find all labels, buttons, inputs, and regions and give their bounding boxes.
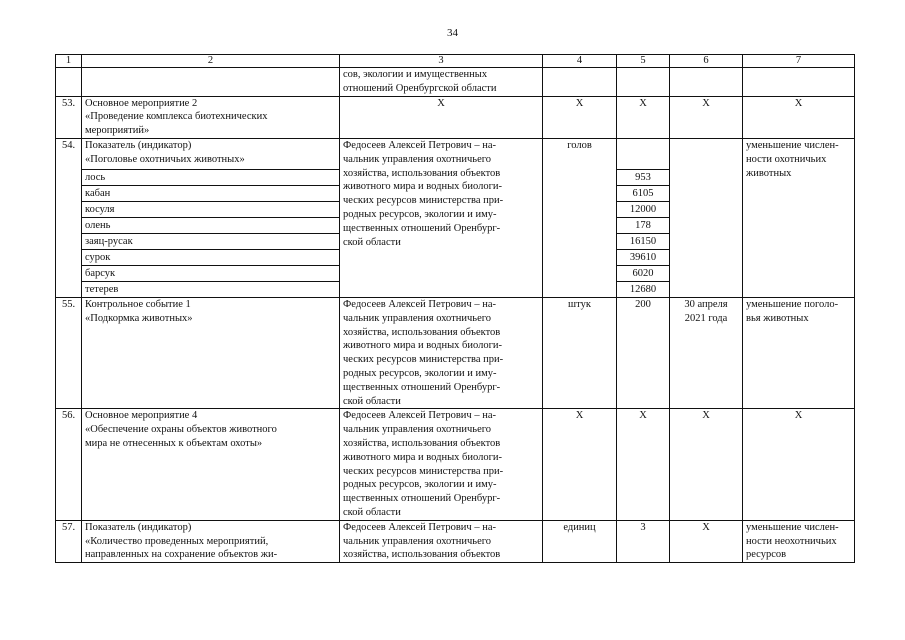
header-cell: 2	[82, 55, 340, 68]
cell-responsible: Федосеев Алексей Петрович – на- чальник управления охотничьего хозяйства, использования объектов животного мира и водных биологи- ческих ресурсов министерства при- родных ресурсов, экологии и иму- щественных отношений Оренбург- ской области	[340, 297, 543, 408]
indicator-value: 16150	[617, 233, 669, 249]
header-cell: 5	[617, 55, 670, 68]
cell-date: Х	[670, 520, 743, 562]
cell-responsible: Х	[340, 96, 543, 138]
table-row-57	[56, 520, 855, 562]
header-cell: 3	[340, 55, 543, 68]
indicator-item: сурок	[82, 249, 339, 265]
cell-date	[670, 138, 743, 297]
cell-value: 200	[617, 297, 670, 408]
header-cell: 4	[543, 55, 617, 68]
cell-result: уменьшение числен- ности неохотничьих ресурсов	[743, 520, 855, 562]
indicator-value: 6020	[617, 265, 669, 281]
cell-value: Х	[617, 409, 670, 520]
table-row-54	[56, 138, 855, 297]
indicator-value: 39610	[617, 249, 669, 265]
cell-name: Показатель (индикатор) «Поголовье охотничьих животных» лось кабан косуля олень заяц-русак сурок барсук тетерев	[82, 138, 340, 297]
cell-name: Основное мероприятие 4 «Обеспечение охраны объектов животного мира не отнесенных к объектам охоты»	[82, 409, 340, 520]
cell-unit: единиц	[543, 520, 617, 562]
cell-date: Х	[670, 409, 743, 520]
header-cell: 6	[670, 55, 743, 68]
indicator-item: кабан	[82, 185, 339, 201]
indicator-value: 178	[617, 217, 669, 233]
cell-name: Показатель (индикатор) «Количество проведенных мероприятий, направленных на сохранение объектов жи-	[82, 520, 340, 562]
table-header-row	[56, 55, 855, 68]
indicator-value: 12680	[617, 281, 669, 297]
table-row-53	[56, 96, 855, 138]
cell-unit: Х	[543, 96, 617, 138]
cell-responsible: Федосеев Алексей Петрович – на- чальник управления охотничьего хозяйства, использования объектов животного мира и водных биологи- ческих ресурсов министерства при- родных ресурсов, экологии и иму- щественных отношений Оренбург- ской области	[340, 409, 543, 520]
cell-result: Х	[743, 409, 855, 520]
indicator-item: лось	[82, 169, 339, 185]
indicator-item: заяц-русак	[82, 233, 339, 249]
row-number: 55.	[56, 297, 82, 408]
header-cell: 7	[743, 55, 855, 68]
indicator-item: барсук	[82, 265, 339, 281]
header-cell: 1	[56, 55, 82, 68]
table-row-continuation	[56, 68, 855, 97]
row-number: 57.	[56, 520, 82, 562]
indicator-item: косуля	[82, 201, 339, 217]
cell-value: 3	[617, 520, 670, 562]
indicator-value: 6105	[617, 185, 669, 201]
cell-value	[617, 138, 670, 297]
cell-name: Основное мероприятие 2 «Проведение комплекса биотехнических мероприятий»	[82, 96, 340, 138]
cell-date: Х	[670, 96, 743, 138]
cell-date: 30 апреля 2021 года	[670, 297, 743, 408]
cell-responsible: Федосеев Алексей Петрович – на- чальник управления охотничьего хозяйства, использования объектов животного мира и водных биологи- ческих ресурсов министерства при- родных ресурсов, экологии и иму- щественных отношений Оренбург- ской области	[340, 138, 543, 297]
cell-unit: голов	[543, 138, 617, 297]
page-number: 34	[447, 27, 458, 39]
row-number: 56.	[56, 409, 82, 520]
cell-result: уменьшение поголо- вья животных	[743, 297, 855, 408]
indicator-item: олень	[82, 217, 339, 233]
cell-responsible: сов, экологии и имущественных отношений Оренбургской области	[340, 68, 543, 97]
cell-result: Х	[743, 96, 855, 138]
table-row-55	[56, 297, 855, 408]
cell-result: уменьшение числен- ности охотничьих животных	[743, 138, 855, 297]
row-number: 53.	[56, 96, 82, 138]
table-row-56	[56, 409, 855, 520]
indicator-value: 953	[617, 169, 669, 185]
cell-name: Контрольное событие 1 «Подкормка животных»	[82, 297, 340, 408]
row-number: 54.	[56, 138, 82, 297]
document-table	[55, 54, 855, 563]
cell-responsible: Федосеев Алексей Петрович – на- чальник управления охотничьего хозяйства, использования объектов	[340, 520, 543, 562]
indicator-value: 12000	[617, 201, 669, 217]
cell-unit: штук	[543, 297, 617, 408]
cell-unit: Х	[543, 409, 617, 520]
indicator-item: тетерев	[82, 281, 339, 297]
cell-value: Х	[617, 96, 670, 138]
